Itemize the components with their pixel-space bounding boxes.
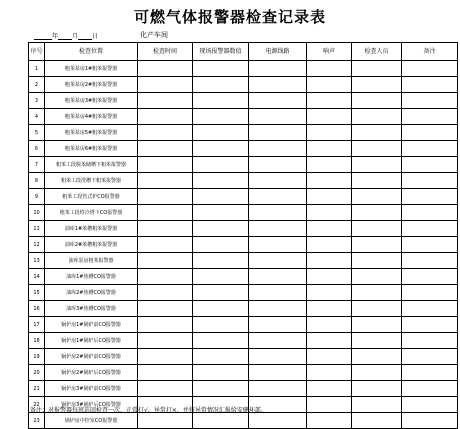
cell-reading[interactable] bbox=[193, 93, 249, 109]
row-location: 锅炉房3#锅炉后CO报警器 bbox=[45, 397, 138, 413]
cell-inspector[interactable] bbox=[352, 253, 402, 269]
row-location: 粗苯工段脱苯储槽下粗苯报警器 bbox=[45, 157, 138, 173]
row-number: 9 bbox=[29, 189, 45, 205]
cell-power[interactable] bbox=[249, 205, 307, 221]
cell-reading[interactable] bbox=[193, 269, 249, 285]
col-header-power: 电源线路 bbox=[249, 43, 307, 61]
cell-remark[interactable] bbox=[402, 237, 458, 253]
row-number: 20 bbox=[29, 365, 45, 381]
row-number: 21 bbox=[29, 381, 45, 397]
cell-sound[interactable] bbox=[307, 333, 352, 349]
cell-sound[interactable] bbox=[307, 141, 352, 157]
col-header-location: 检查位置 bbox=[45, 43, 138, 61]
cell-power[interactable] bbox=[249, 237, 307, 253]
cell-sound[interactable] bbox=[307, 77, 352, 93]
cell-sound[interactable] bbox=[307, 269, 352, 285]
row-number: 23 bbox=[29, 413, 45, 429]
cell-power[interactable] bbox=[249, 285, 307, 301]
table-row bbox=[29, 269, 458, 285]
cell-sound[interactable] bbox=[307, 301, 352, 317]
cell-power[interactable] bbox=[249, 413, 307, 429]
cell-reading[interactable] bbox=[193, 61, 249, 77]
cell-power[interactable] bbox=[249, 109, 307, 125]
cell-time[interactable] bbox=[138, 141, 193, 157]
row-location: 粗苯泵房4#粗苯报警器 bbox=[45, 109, 138, 125]
cell-time[interactable] bbox=[138, 237, 193, 253]
cell-reading[interactable] bbox=[193, 141, 249, 157]
cell-power[interactable] bbox=[249, 381, 307, 397]
cell-reading[interactable] bbox=[193, 317, 249, 333]
cell-inspector[interactable] bbox=[352, 301, 402, 317]
cell-time[interactable] bbox=[138, 317, 193, 333]
cell-power[interactable] bbox=[249, 157, 307, 173]
col-header-inspector: 检查人员 bbox=[352, 43, 402, 61]
cell-inspector[interactable] bbox=[352, 93, 402, 109]
cell-time[interactable] bbox=[138, 413, 193, 429]
row-number: 13 bbox=[29, 253, 45, 269]
cell-remark[interactable] bbox=[402, 333, 458, 349]
cell-sound[interactable] bbox=[307, 365, 352, 381]
cell-power[interactable] bbox=[249, 365, 307, 381]
page-title: 可燃气体报警器检查记录表 bbox=[133, 8, 326, 26]
cell-inspector[interactable] bbox=[352, 269, 402, 285]
row-number: 22 bbox=[29, 397, 45, 413]
cell-remark[interactable] bbox=[402, 93, 458, 109]
cell-inspector[interactable] bbox=[352, 317, 402, 333]
cell-time[interactable] bbox=[138, 301, 193, 317]
cell-reading[interactable] bbox=[193, 365, 249, 381]
cell-inspector[interactable] bbox=[352, 125, 402, 141]
cell-inspector[interactable] bbox=[352, 77, 402, 93]
row-location: 锅炉房1#锅炉后CO报警器 bbox=[45, 333, 138, 349]
table-row bbox=[29, 77, 458, 93]
cell-power[interactable] bbox=[249, 125, 307, 141]
cell-remark[interactable] bbox=[402, 365, 458, 381]
date-line bbox=[34, 31, 98, 40]
cell-sound[interactable] bbox=[307, 189, 352, 205]
row-location: 锅炉房2#锅炉前CO报警器 bbox=[45, 349, 138, 365]
cell-remark[interactable] bbox=[402, 189, 458, 205]
cell-time[interactable] bbox=[138, 93, 193, 109]
row-number: 5 bbox=[29, 125, 45, 141]
row-location: 粗苯工段终冷塔下CO报警器 bbox=[45, 205, 138, 221]
cell-remark[interactable] bbox=[402, 77, 458, 93]
row-number: 18 bbox=[29, 333, 45, 349]
cell-power[interactable] bbox=[249, 173, 307, 189]
cell-sound[interactable] bbox=[307, 381, 352, 397]
cell-time[interactable] bbox=[138, 269, 193, 285]
row-number: 17 bbox=[29, 317, 45, 333]
table-row bbox=[29, 413, 458, 429]
cell-sound[interactable] bbox=[307, 173, 352, 189]
cell-inspector[interactable] bbox=[352, 397, 402, 413]
table-row bbox=[29, 381, 458, 397]
cell-power[interactable] bbox=[249, 189, 307, 205]
row-location: 油库2#苯槽粗苯报警器 bbox=[45, 237, 138, 253]
row-location: 粗苯泵房1#粗苯报警器 bbox=[45, 61, 138, 77]
cell-reading[interactable] bbox=[193, 205, 249, 221]
row-location: 粗苯工段洗槽下粗苯报警器 bbox=[45, 173, 138, 189]
table-row bbox=[29, 333, 458, 349]
cell-remark[interactable] bbox=[402, 61, 458, 77]
cell-sound[interactable] bbox=[307, 253, 352, 269]
table-row bbox=[29, 285, 458, 301]
cell-time[interactable] bbox=[138, 125, 193, 141]
cell-remark[interactable] bbox=[402, 205, 458, 221]
table-row bbox=[29, 301, 458, 317]
cell-time[interactable] bbox=[138, 349, 193, 365]
cell-sound[interactable] bbox=[307, 237, 352, 253]
cell-remark[interactable] bbox=[402, 157, 458, 173]
cell-remark[interactable] bbox=[402, 269, 458, 285]
cell-reading[interactable] bbox=[193, 157, 249, 173]
row-location: 油库3#焦槽CO报警器 bbox=[45, 301, 138, 317]
cell-reading[interactable] bbox=[193, 77, 249, 93]
table-row bbox=[29, 125, 458, 141]
cell-power[interactable] bbox=[249, 221, 307, 237]
cell-remark[interactable] bbox=[402, 253, 458, 269]
cell-inspector[interactable] bbox=[352, 173, 402, 189]
cell-inspector[interactable] bbox=[352, 221, 402, 237]
cell-sound[interactable] bbox=[307, 125, 352, 141]
cell-time[interactable] bbox=[138, 365, 193, 381]
cell-reading[interactable] bbox=[193, 381, 249, 397]
row-location: 粗苯泵房2#粗苯报警器 bbox=[45, 77, 138, 93]
cell-reading[interactable] bbox=[193, 285, 249, 301]
row-location: 油库泵房粗苯报警器 bbox=[45, 253, 138, 269]
cell-power[interactable] bbox=[249, 333, 307, 349]
cell-inspector[interactable] bbox=[352, 365, 402, 381]
row-location: 粗苯泵房5#粗苯报警器 bbox=[45, 125, 138, 141]
cell-sound[interactable] bbox=[307, 285, 352, 301]
row-number: 19 bbox=[29, 349, 45, 365]
col-header-no: 序号 bbox=[29, 43, 45, 61]
cell-power[interactable] bbox=[249, 301, 307, 317]
cell-sound[interactable] bbox=[307, 397, 352, 413]
cell-time[interactable] bbox=[138, 285, 193, 301]
month-blank[interactable] bbox=[58, 33, 72, 40]
cell-power[interactable] bbox=[249, 253, 307, 269]
row-number: 10 bbox=[29, 205, 45, 221]
cell-sound[interactable] bbox=[307, 317, 352, 333]
cell-inspector[interactable] bbox=[352, 333, 402, 349]
cell-time[interactable] bbox=[138, 173, 193, 189]
row-number: 6 bbox=[29, 141, 45, 157]
row-location: 油库1#焦槽CO报警器 bbox=[45, 269, 138, 285]
table-row bbox=[29, 189, 458, 205]
col-header-sound: 响声 bbox=[307, 43, 352, 61]
cell-inspector[interactable] bbox=[352, 237, 402, 253]
cell-reading[interactable] bbox=[193, 253, 249, 269]
cell-sound[interactable] bbox=[307, 109, 352, 125]
row-location: 锅炉房中控室CO报警器 bbox=[45, 413, 138, 429]
year-blank[interactable] bbox=[34, 33, 52, 40]
row-number: 3 bbox=[29, 93, 45, 109]
cell-inspector[interactable] bbox=[352, 141, 402, 157]
cell-reading[interactable] bbox=[193, 173, 249, 189]
row-number: 14 bbox=[29, 269, 45, 285]
row-number: 12 bbox=[29, 237, 45, 253]
row-number: 1 bbox=[29, 61, 45, 77]
cell-reading[interactable] bbox=[193, 221, 249, 237]
workshop-label: 化产车间 bbox=[140, 31, 168, 39]
cell-remark[interactable] bbox=[402, 125, 458, 141]
table-row bbox=[29, 237, 458, 253]
cell-time[interactable] bbox=[138, 77, 193, 93]
cell-sound[interactable] bbox=[307, 349, 352, 365]
cell-sound[interactable] bbox=[307, 93, 352, 109]
cell-time[interactable] bbox=[138, 109, 193, 125]
cell-time[interactable] bbox=[138, 61, 193, 77]
cell-inspector[interactable] bbox=[352, 205, 402, 221]
table-row bbox=[29, 349, 458, 365]
cell-time[interactable] bbox=[138, 253, 193, 269]
cell-reading[interactable] bbox=[193, 349, 249, 365]
cell-inspector[interactable] bbox=[352, 157, 402, 173]
cell-remark[interactable] bbox=[402, 173, 458, 189]
year-label: 年 bbox=[52, 33, 59, 40]
row-location: 锅炉房3#锅炉前CO报警器 bbox=[45, 381, 138, 397]
day-blank[interactable] bbox=[78, 33, 92, 40]
col-header-reading: 现场报警器数值 bbox=[193, 43, 249, 61]
row-location: 粗苯泵房6#粗苯报警器 bbox=[45, 141, 138, 157]
cell-remark[interactable] bbox=[402, 221, 458, 237]
table-row bbox=[29, 317, 458, 333]
cell-inspector[interactable] bbox=[352, 189, 402, 205]
cell-time[interactable] bbox=[138, 221, 193, 237]
cell-remark[interactable] bbox=[402, 397, 458, 413]
cell-inspector[interactable] bbox=[352, 381, 402, 397]
cell-remark[interactable] bbox=[402, 381, 458, 397]
cell-reading[interactable] bbox=[193, 237, 249, 253]
table-row bbox=[29, 141, 458, 157]
table-row bbox=[29, 253, 458, 269]
cell-power[interactable] bbox=[249, 317, 307, 333]
day-label: 日 bbox=[92, 33, 99, 40]
row-number: 4 bbox=[29, 109, 45, 125]
cell-power[interactable] bbox=[249, 77, 307, 93]
row-number: 16 bbox=[29, 301, 45, 317]
row-location: 油库2#焦槽CO报警器 bbox=[45, 285, 138, 301]
cell-time[interactable] bbox=[138, 189, 193, 205]
cell-time[interactable] bbox=[138, 205, 193, 221]
table-row bbox=[29, 365, 458, 381]
row-number: 8 bbox=[29, 173, 45, 189]
cell-sound[interactable] bbox=[307, 157, 352, 173]
row-location: 锅炉房2#锅炉后CO报警器 bbox=[45, 365, 138, 381]
cell-sound[interactable] bbox=[307, 61, 352, 77]
cell-remark[interactable] bbox=[402, 349, 458, 365]
row-location: 粗苯工段管式炉CO报警器 bbox=[45, 189, 138, 205]
row-number: 2 bbox=[29, 77, 45, 93]
cell-reading[interactable] bbox=[193, 189, 249, 205]
cell-power[interactable] bbox=[249, 269, 307, 285]
col-header-remark: 备注 bbox=[402, 43, 458, 61]
cell-power[interactable] bbox=[249, 61, 307, 77]
table-row bbox=[29, 205, 458, 221]
cell-remark[interactable] bbox=[402, 413, 458, 429]
cell-inspector[interactable] bbox=[352, 285, 402, 301]
cell-inspector[interactable] bbox=[352, 61, 402, 77]
cell-remark[interactable] bbox=[402, 285, 458, 301]
cell-reading[interactable] bbox=[193, 109, 249, 125]
cell-reading[interactable] bbox=[193, 333, 249, 349]
cell-sound[interactable] bbox=[307, 221, 352, 237]
table-row bbox=[29, 61, 458, 77]
cell-power[interactable] bbox=[249, 141, 307, 157]
cell-remark[interactable] bbox=[402, 301, 458, 317]
month-label: 月 bbox=[72, 33, 79, 40]
cell-inspector[interactable] bbox=[352, 413, 402, 429]
cell-sound[interactable] bbox=[307, 413, 352, 429]
footer-note: 备注：对报警器每班巡回检查一次，正常打√，异常打×，并将异常情况汇报给安健环部。 bbox=[30, 407, 267, 414]
table-row bbox=[29, 109, 458, 125]
cell-time[interactable] bbox=[138, 381, 193, 397]
row-number: 11 bbox=[29, 221, 45, 237]
table-row bbox=[29, 93, 458, 109]
row-number: 7 bbox=[29, 157, 45, 173]
cell-inspector[interactable] bbox=[352, 109, 402, 125]
cell-time[interactable] bbox=[138, 157, 193, 173]
table-row bbox=[29, 221, 458, 237]
col-header-time: 检查时间 bbox=[138, 43, 193, 61]
cell-inspector[interactable] bbox=[352, 349, 402, 365]
cell-sound[interactable] bbox=[307, 205, 352, 221]
row-number: 15 bbox=[29, 285, 45, 301]
table-row bbox=[29, 157, 458, 173]
header-row bbox=[29, 43, 458, 61]
table-row bbox=[29, 173, 458, 189]
inspection-table bbox=[28, 42, 458, 429]
cell-power[interactable] bbox=[249, 349, 307, 365]
cell-reading[interactable] bbox=[193, 125, 249, 141]
row-location: 油库1#苯槽粗苯报警器 bbox=[45, 221, 138, 237]
cell-power[interactable] bbox=[249, 93, 307, 109]
cell-remark[interactable] bbox=[402, 109, 458, 125]
cell-time[interactable] bbox=[138, 333, 193, 349]
row-location: 锅炉房1#锅炉前CO报警器 bbox=[45, 317, 138, 333]
cell-remark[interactable] bbox=[402, 317, 458, 333]
cell-reading[interactable] bbox=[193, 413, 249, 429]
cell-remark[interactable] bbox=[402, 141, 458, 157]
cell-reading[interactable] bbox=[193, 301, 249, 317]
row-location: 粗苯泵房3#粗苯报警器 bbox=[45, 93, 138, 109]
